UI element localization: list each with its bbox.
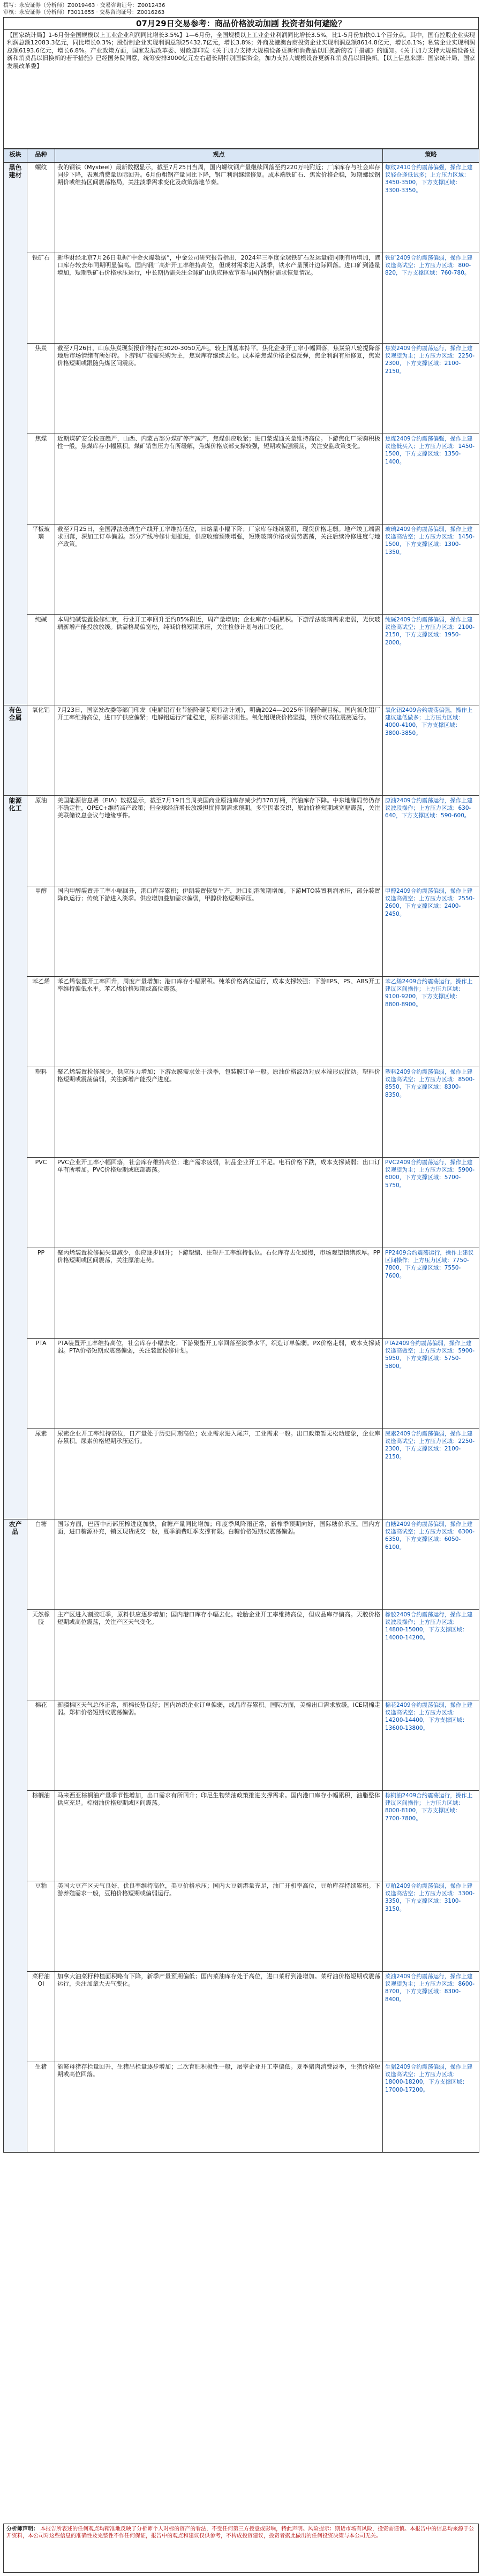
strategy-cell: 尿素2409合约震荡偏弱，操作上建议逢高试空；上方压力区域：2250-2300，下方支撑区域：2100-2150。 xyxy=(383,1429,479,1519)
view-cell: 聚丙烯装置检修损失量减少，供应逐步回升；下游塑编、注塑开工率维持低位。石化库存去化缓慢，市场观望情绪浓厚。PP价格短期或区间震荡，关注原油走势。 xyxy=(55,1248,383,1339)
header-variety: 品种 xyxy=(27,149,55,163)
table-row xyxy=(4,977,479,1067)
sector-cell: 有色金属 xyxy=(4,705,27,796)
strategy-cell: 螺纹2410合约震荡偏强，操作上建议轻仓逢低试多；上方压力区域：3450-3500，下方支撑区域：3300-3350。 xyxy=(383,163,479,253)
variety-cell: 棉花 xyxy=(27,1700,55,1791)
sector-cell: 能源化工 xyxy=(4,796,27,1519)
variety-cell: 平板玻璃 xyxy=(27,525,55,615)
table-row xyxy=(4,796,479,886)
strategy-cell: PVC2409合约震荡运行，操作上建议观望为主；上方压力区域：5900-6000，下方支撑区域：5700-5750。 xyxy=(383,1158,479,1248)
table-row xyxy=(4,705,479,796)
header-strategy: 策略 xyxy=(383,149,479,163)
header-sector: 板块 xyxy=(4,149,27,163)
header-view: 观点 xyxy=(55,149,383,163)
table-row xyxy=(4,1158,479,1248)
strategy-cell: 氧化铝2409合约震荡偏强，操作上建议逢低做多；上方压力区域：4000-4100，下方支撑区域：3800-3850。 xyxy=(383,705,479,796)
strategy-cell: 原油2409合约震荡运行，操作上建议波段操作；上方压力区域：630-640，下方支撑区域：590-600。 xyxy=(383,796,479,886)
variety-cell: 氧化铝 xyxy=(27,705,55,796)
variety-cell: 菜籽油OI xyxy=(27,1972,55,2062)
view-cell: 新华财经北京7月26日电据“中金火爆数据”，中金公司研究报告指出，2024年三季度全球铁矿石发运量较同期有所增加，港口库存较去年同期明显偏高。国内钢厂高炉开工率维持高位，但成材需求进入淡季，铁水产量预计边际回落。进口矿到港量增加，短期铁矿石价格承压运行，中长期仍需关注全球矿山供应释放节奏与国内钢材需求恢复情况。 xyxy=(55,253,383,344)
strategy-cell: 豆粕2409合约震荡偏弱，操作上建议逢高沽空；上方压力区域：3300-3350，下方支撑区域：3100-3150。 xyxy=(383,1881,479,1972)
disclaimer-text: 本报告所表述的任何观点均精准地反映了分析师个人对标的资产的看法，不受任何第三方授意或影响，特此声明。风险提示：期货市场有风险，投资需谨慎。本报告中的信息均来源于公开资料，本公司对这些信息的准确性及完整性不作任何保证，报告中的观点和建议仅供参考，不构成投资建议，投资者据此做出的任何投资决策与本公司无关。 xyxy=(6,2526,475,2539)
view-cell: 近期煤矿安全检查趋严，山西、内蒙古部分煤矿停产减产，焦煤供应收紧；进口蒙煤通关量维持高位。下游焦化厂采购积极性一般，焦煤库存小幅累积。煤矿销售压力有所缓解，焦煤价格底部支撑较强，短期或偏强震荡，关注安监政策变化。 xyxy=(55,434,383,525)
variety-cell: 焦炭 xyxy=(27,344,55,434)
analyst-line-1: 撰写：永安证券（分析师）Z0019463 · 交易咨询证号：Z0012436 xyxy=(3,3,165,9)
strategy-cell: PTA2409合约震荡偏弱，操作上建议逢高做空；上方压力区域：5900-5950，下方支撑区域：5750-5800。 xyxy=(383,1339,479,1429)
variety-cell: 原油 xyxy=(27,796,55,886)
variety-cell: 塑料 xyxy=(27,1067,55,1158)
strategy-cell: 甲醇2409合约震荡偏弱，操作上建议逢高做空；上方压力区域：2550-2600，下方支撑区域：2400-2450。 xyxy=(383,886,479,977)
analyst-line-2: 审核：永安证券（分析师）F3011655 · 交易咨询证号：Z0016263 xyxy=(3,10,165,16)
table-row xyxy=(4,344,479,434)
table-body xyxy=(4,163,479,2153)
strategy-cell: 铁矿2409合约震荡偏弱，操作上建议逢高试空；上方压力区域：800-820，下方支撑区域：760-780。 xyxy=(383,253,479,344)
variety-cell: 螺纹 xyxy=(27,163,55,253)
variety-cell: 尿素 xyxy=(27,1429,55,1519)
table-row xyxy=(4,1881,479,1972)
variety-cell: 焦煤 xyxy=(27,434,55,525)
view-cell: 国内甲醇装置开工率小幅回升，港口库存累积；伊朗装置恢复生产，进口到港预期增加。下游MTO装置利润承压，部分装置降负运行；传统下游进入淡季。供应增加叠加需求偏弱，甲醇价格短期承压。 xyxy=(55,886,383,977)
view-cell: 主产区进入割胶旺季，原料供应逐步增加；国内港口库存小幅去化。轮胎企业开工率维持高位，但成品库存偏高。天胶价格短期或高位震荡，关注产区天气变化。 xyxy=(55,1610,383,1700)
table-row xyxy=(4,163,479,253)
table-row xyxy=(4,253,479,344)
table-row xyxy=(4,434,479,525)
view-cell: 我的钢铁（Mysteel）最新数据显示，截至7月25日当周，国内螺纹钢产量继续回落至约220万吨附近；厂库库存与社会库存同步下降，表观消费量边际回升。6月份粗钢产量同比下降，钢厂利润继续修复。成本端铁矿石、焦炭价格企稳，短期螺纹钢期价或维持区间震荡格局，关注淡季需求变化及政策落地节奏。 xyxy=(55,163,383,253)
view-cell: 聚乙烯装置检修减少，供应压力增加；下游农膜需求处于淡季，包装膜订单一般。原油价格波动对成本端形成扰动。塑料价格短期或震荡偏弱，关注新增产能投产进度。 xyxy=(55,1067,383,1158)
strategy-cell: 焦炭2409合约震荡运行，操作上建议观望为主；上方压力区域：2250-2300，下方支撑区域：2100-2150。 xyxy=(383,344,479,434)
variety-cell: PVC xyxy=(27,1158,55,1248)
variety-cell: 苯乙烯 xyxy=(27,977,55,1067)
sector-cell: 黑色建材 xyxy=(4,163,27,705)
view-cell: 苯乙烯装置开工率回升，周度产量增加；港口库存小幅累积。纯苯价格高位运行，成本支撑较强；下游EPS、PS、ABS开工率维持偏低水平。苯乙烯价格短期或高位震荡。 xyxy=(55,977,383,1067)
analyst-header xyxy=(3,2,479,18)
strategy-cell: 生猪2409合约震荡偏弱，操作上建议逢高试空；上方压力区域：18000-18200，下方支撑区域：17000-17200。 xyxy=(383,2062,479,2153)
table-row xyxy=(4,1248,479,1339)
variety-cell: 铁矿石 xyxy=(27,253,55,344)
variety-cell: 纯碱 xyxy=(27,615,55,705)
table-row xyxy=(4,1339,479,1429)
variety-cell: 甲醇 xyxy=(27,886,55,977)
variety-cell: 白糖 xyxy=(27,1519,55,1610)
table-row xyxy=(4,1067,479,1158)
disclaimer xyxy=(3,2524,479,2573)
view-cell: 截至7月26日，山东焦炭现货报价维持在3020-3050元/吨，较上周基本持平。焦化企业开工率小幅回落，焦炭第八轮提降落地后市场情绪有所好转。下游钢厂按需采购为主，焦炭库存继续去化。成本端焦煤价格企稳反弹，焦企利润有所修复，焦炭价格短期或跟随焦煤区间震荡。 xyxy=(55,344,383,434)
table-row xyxy=(4,525,479,615)
strategy-cell: 白糖2409合约震荡偏弱，操作上建议逢高试空；上方压力区域：6300-6350，下方支撑区域：6050-6100。 xyxy=(383,1519,479,1610)
table-row xyxy=(4,1791,479,1881)
strategy-cell: 玻璃2409合约震荡偏弱，操作上建议逢高沽空；上方压力区域：1450-1500，下方支撑区域：1300-1350。 xyxy=(383,525,479,615)
strategy-cell: 纯碱2409合约震荡偏弱，操作上建议逢高试空；上方压力区域：2100-2150，下方支撑区域：1950-2000。 xyxy=(383,615,479,705)
table-row xyxy=(4,2062,479,2153)
strategy-cell: PP2409合约震荡运行，操作上建议区间操作；上方压力区域：7750-7800，下方支撑区域：7550-7600。 xyxy=(383,1248,479,1339)
strategy-cell: 橡胶2409合约震荡运行，操作上建议波段操作；上方压力区域：14800-15000，下方支撑区域：14000-14200。 xyxy=(383,1610,479,1700)
variety-cell: 生猪 xyxy=(27,2062,55,2153)
strategy-cell: 焦煤2409合约震荡偏强，操作上建议逢低买入；上方压力区域：1450-1500，下方支撑区域：1350-1400。 xyxy=(383,434,479,525)
table-row xyxy=(4,1429,479,1519)
view-cell: 尿素企业开工率维持高位，日产量处于历史同期高位；农业需求进入尾声，工业需求一般。出口政策暂无松动迹象，企业库存累积。尿素价格短期承压运行。 xyxy=(55,1429,383,1519)
view-cell: 新疆棉区天气总体正常，新棉长势良好；国内纺织企业订单偏弱，成品库存累积。国际方面，美棉出口需求放缓，ICE期棉走弱。郑棉价格短期或震荡偏弱。 xyxy=(55,1700,383,1791)
table-row xyxy=(4,1972,479,2062)
variety-cell: PTA xyxy=(27,1339,55,1429)
view-cell: 国际方面，巴西中南部压榨进度加快，食糖产量同比增加；印度季风降雨正常，新榨季预期向好，国际糖价承压。国内方面，进口糖源补充，销区现货成交一般，夏季消费旺季支撑有限。白糖价格短期或震荡偏弱。 xyxy=(55,1519,383,1610)
strategy-cell: 棕榈油2409合约震荡运行，操作上建议区间操作；上方压力区域：8000-8100，下方支撑区域：7700-7800。 xyxy=(383,1791,479,1881)
table-row xyxy=(4,615,479,705)
view-cell: 截至7月25日，全国浮法玻璃生产线开工率维持低位，日熔量小幅下降；厂家库存继续累积，现货价格走弱。地产竣工端需求回落，深加工订单偏弱。部分产线冷修计划推进，供应收缩预期增强，短期玻璃价格或弱势震荡，关注后续冷修进度与地产政策。 xyxy=(55,525,383,615)
table-row xyxy=(4,1519,479,1610)
reference-table xyxy=(3,149,479,2153)
view-cell: 美国能源信息署（EIA）数据显示，截至7月19日当周美国商业原油库存减少约370万桶，汽油库存下降。中东地缘局势仍存不确定性，OPEC+维持减产政策；但全球经济增长放缓担忧抑制需求预期。多空因素交织，原油价格短期或宽幅震荡，关注美联储议息会议与地缘事件。 xyxy=(55,796,383,886)
strategy-cell: 棉花2409合约震荡偏弱，操作上建议逢高试空；上方压力区域：14200-14400，下方支撑区域：13600-13800。 xyxy=(383,1700,479,1791)
view-cell: 7月23日，国家发改委等部门印发《电解铝行业节能降碳专项行动计划》，明确2024—2025年节能降碳目标。国内氧化铝厂开工率维持高位，进口矿供应偏紧；电解铝运行产能稳定，原料需求刚性。氧化铝现货价格坚挺，期价或高位震荡运行。 xyxy=(55,705,383,796)
table-row xyxy=(4,886,479,977)
disclaimer-label: 分析师声明： xyxy=(6,2526,39,2532)
strategy-cell: 菜油2409合约震荡运行，操作上建议观望为主；上方压力区域：8600-8700，下方支撑区域：8300-8400。 xyxy=(383,1972,479,2062)
variety-cell: PP xyxy=(27,1248,55,1339)
view-cell: 加拿大油菜籽种植面积略有下降，新季产量预期偏低；国内菜油库存处于高位，进口菜籽到港增加。菜籽油价格短期或震荡运行，关注加拿大天气变化。 xyxy=(55,1972,383,2062)
view-cell: 本周纯碱装置检修结束，行业开工率回升至约85%附近，周产量增加；企业库存小幅累积。下游浮法玻璃需求走弱，光伏玻璃新增产能投放放缓。供需格局偏宽松，纯碱价格短期承压，关注检修计划与出口变化。 xyxy=(55,615,383,705)
view-cell: 能繁母猪存栏量回升，生猪出栏量逐步增加；二次育肥积极性一般，屠宰企业开工率偏低。夏季猪肉消费淡季，生猪价格短期或高位回落。 xyxy=(55,2062,383,2153)
table-row xyxy=(4,1700,479,1791)
strategy-cell: 塑料2409合约震荡偏弱，操作上建议逢高试空；上方压力区域：8500-8550，下方支撑区域：8300-8350。 xyxy=(383,1067,479,1158)
strategy-cell: 苯乙烯2409合约震荡运行，操作上建议区间操作；上方压力区域：9100-9200，下方支撑区域：8800-8900。 xyxy=(383,977,479,1067)
view-cell: 美国大豆产区天气良好，优良率维持高位，美豆价格承压；国内大豆到港量充足，油厂开机率高位，豆粕库存持续累积。下游养殖需求一般，豆粕价格短期或偏弱运行。 xyxy=(55,1881,383,1972)
variety-cell: 棕榈油 xyxy=(27,1791,55,1881)
view-cell: 马来西亚棕榈油产量季节性增加，出口需求有所回升；印尼生物柴油政策推进支撑需求。国内港口库存小幅累积，油脂整体供应充足。棕榈油价格短期或区间震荡。 xyxy=(55,1791,383,1881)
view-cell: PVC企业开工率小幅回落，社会库存维持高位；地产需求疲弱，制品企业开工不足。电石价格下跌，成本支撑减弱；出口订单有所增加。PVC价格短期或底部震荡。 xyxy=(55,1158,383,1248)
table-row xyxy=(4,1610,479,1700)
sector-cell: 农产品 xyxy=(4,1519,27,2153)
table-header-row xyxy=(4,149,479,163)
intro-paragraph: 【国家统计局】1-6月份全国规模以上工业企业利润同比增长3.5%】1—6月份，全国规模以上工业企业利润同比增长3.5%，比1-5月份加快0.1个百分点。其中，国有控股企业实现利润总额12083.3亿元，同比增长0.3%；股份制企业实现利润总额25432.7亿元，增长3.8%；外商及港澳台商投资企业实现利润总额8614.8亿元，增长6.1%；私营企业实现利润总额6193.6亿元，增长6.8%。产业政策方面，国家发展改革委、财政部印发《关于加力支持大规模设备更新和消费品以旧换新的若干措施》的通知。《关于加力支持大规模设备更新和消费品以旧换新的若干措施》已经国务院同意，统筹安排3000亿元左右超长期特别国债资金，加力支持大规模设备更新和消费品以旧换新。【以上信息来源：国家统计局、国家发展改革委】 xyxy=(3,30,479,149)
view-cell: PTA装置开工率维持高位，社会库存小幅去化；下游聚酯开工率回落至淡季水平，织造订单偏弱。PX价格走弱，成本支撑减弱。PTA价格短期或震荡偏弱，关注装置检修计划。 xyxy=(55,1339,383,1429)
report-title: 07月29日交易参考：商品价格波动加剧 投资者如何避险？ xyxy=(3,18,479,30)
variety-cell: 豆粕 xyxy=(27,1881,55,1972)
variety-cell: 天然橡胶 xyxy=(27,1610,55,1700)
